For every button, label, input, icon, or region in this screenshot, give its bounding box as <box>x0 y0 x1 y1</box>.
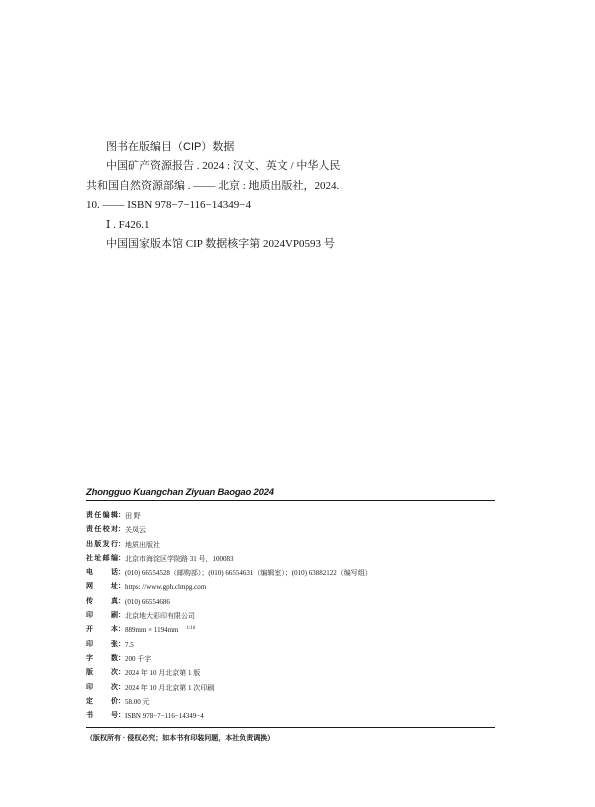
info-row <box>86 566 495 580</box>
info-label-char: 开 <box>86 626 93 634</box>
info-label-char: 校 <box>102 526 110 534</box>
info-label <box>86 609 125 623</box>
info-label-char: 字 <box>86 654 93 662</box>
publication-info <box>86 501 495 727</box>
info-value <box>125 509 141 523</box>
info-label-char: 址 <box>94 554 102 562</box>
info-label <box>86 695 125 709</box>
info-value-text: ISBN 978−7−116−14349−4 <box>125 712 204 721</box>
info-value-text: 北京地大彩印有限公司 <box>125 612 195 621</box>
cip-heading: 图书在版编目（CIP）数据 <box>106 141 235 153</box>
info-value-text: 2024 年 10 月北京第 1 次印刷 <box>125 683 215 692</box>
info-label-char: 版 <box>94 540 102 548</box>
info-value <box>125 566 372 580</box>
info-label-char: 任 <box>94 526 102 534</box>
info-value <box>125 652 151 666</box>
info-label <box>86 638 125 652</box>
info-value-text: 北京市海淀区学院路 31 号，100083 <box>125 554 234 563</box>
info-label-char: 发 <box>102 540 110 548</box>
rights-notice: （版权所有 · 侵权必究；如本书有印装问题，本社负责调换） <box>86 735 275 743</box>
info-row <box>86 681 495 695</box>
info-label <box>86 623 125 637</box>
cip-line: 中国矿产资源报告 . 2024 : 汉文、英文 / 中华人民 <box>106 160 341 173</box>
info-label <box>86 681 125 695</box>
cip-line: 共和国自然资源部编 . —— 北京 : 地质出版社，2024. <box>86 179 340 192</box>
info-label-char: 印 <box>86 683 93 691</box>
info-label-char: 张： <box>111 640 125 648</box>
colophon <box>86 486 495 744</box>
info-value-text: 7.5 <box>125 640 134 649</box>
info-value-text: 58.00 元 <box>125 697 150 706</box>
book-title-pinyin: Zhongguo Kuangchan Ziyuan Baogao 2024 <box>86 487 274 498</box>
info-row <box>86 666 495 680</box>
info-label-char: 社 <box>86 554 93 562</box>
info-value <box>125 709 204 723</box>
info-value-text: 2024 年 10 月北京第 1 版 <box>125 669 201 678</box>
info-label <box>86 552 125 566</box>
info-value <box>125 623 195 637</box>
info-label-char: 辑： <box>110 512 125 519</box>
info-label-char: 刷： <box>111 612 125 620</box>
info-label <box>86 523 125 537</box>
info-value <box>125 523 146 537</box>
info-value-text: https: //www.gph.clmpg.com <box>125 583 207 592</box>
info-value-text: 200 千字 <box>125 654 152 663</box>
info-label-char: 网 <box>86 583 93 591</box>
info-label-char: 址： <box>111 583 125 591</box>
info-row <box>86 523 495 537</box>
cip-line: Ⅰ . F426.1 <box>106 218 150 231</box>
info-value <box>125 638 134 652</box>
info-row <box>86 552 495 566</box>
info-label-char: 电 <box>86 569 93 577</box>
bottom-rule <box>86 727 495 728</box>
info-label-char: 本： <box>111 626 125 634</box>
info-label <box>86 509 125 523</box>
info-label <box>86 595 125 609</box>
info-label-char: 定 <box>86 697 93 705</box>
info-row <box>86 509 495 523</box>
format-fraction: 1/16 <box>186 626 196 632</box>
info-label <box>86 666 125 680</box>
info-label-char: 编： <box>110 554 125 562</box>
info-label <box>86 709 125 723</box>
info-label-char: 传 <box>86 597 93 605</box>
info-label <box>86 566 125 580</box>
info-label <box>86 652 125 666</box>
info-label-char: 责 <box>86 526 93 534</box>
info-label-char: 真： <box>111 597 125 605</box>
info-value <box>125 681 214 695</box>
info-row <box>86 652 495 666</box>
info-label-char: 次： <box>111 669 125 677</box>
info-row <box>86 695 495 709</box>
info-label-char: 出 <box>86 540 93 548</box>
info-label-char: 行： <box>110 540 125 548</box>
cip-line: 10. —— ISBN 978−7−116−14349−4 <box>86 199 251 212</box>
info-row <box>86 623 495 637</box>
info-value-text: 地质出版社 <box>125 540 160 549</box>
info-value-text: 田 野 <box>125 512 141 520</box>
info-row <box>86 609 495 623</box>
cip-data-block <box>86 138 386 254</box>
info-value-text: (010) 66554686 <box>125 597 170 606</box>
info-label-char: 次： <box>111 683 125 691</box>
info-row <box>86 538 495 552</box>
info-label-char: 编 <box>102 512 110 519</box>
info-label-char: 邮 <box>102 554 110 562</box>
info-row <box>86 595 495 609</box>
info-row <box>86 709 495 723</box>
info-label-char: 对： <box>110 526 125 534</box>
info-label-char: 印 <box>86 640 93 648</box>
info-value <box>125 695 150 709</box>
info-value <box>125 538 160 552</box>
info-label-char: 价： <box>111 697 125 705</box>
info-label <box>86 538 125 552</box>
info-label-char: 数： <box>111 654 125 662</box>
info-value <box>125 609 195 623</box>
cip-line: 中国国家版本馆 CIP 数据核字第 2024VP0593 号 <box>106 238 335 251</box>
info-value <box>125 595 170 609</box>
info-label-char: 印 <box>86 612 93 620</box>
info-value-text: 关凤云 <box>125 526 146 535</box>
info-value <box>125 666 200 680</box>
info-value-text: 889mm × 1194mm <box>125 626 179 635</box>
info-label-char: 责 <box>86 512 93 519</box>
info-label-char: 任 <box>94 512 102 519</box>
info-value-text: (010) 66554528（邮购部）；(010) 66554631（编辑室）；(010) 63882122（编写组） <box>125 569 372 578</box>
info-label-char: 版 <box>86 669 93 677</box>
info-value <box>125 552 234 566</box>
info-label-char: 书 <box>86 712 93 720</box>
info-label-char: 号： <box>111 712 125 720</box>
info-row <box>86 638 495 652</box>
info-label <box>86 580 125 594</box>
info-value <box>125 580 206 594</box>
info-row <box>86 580 495 594</box>
info-label-char: 话： <box>111 569 125 577</box>
